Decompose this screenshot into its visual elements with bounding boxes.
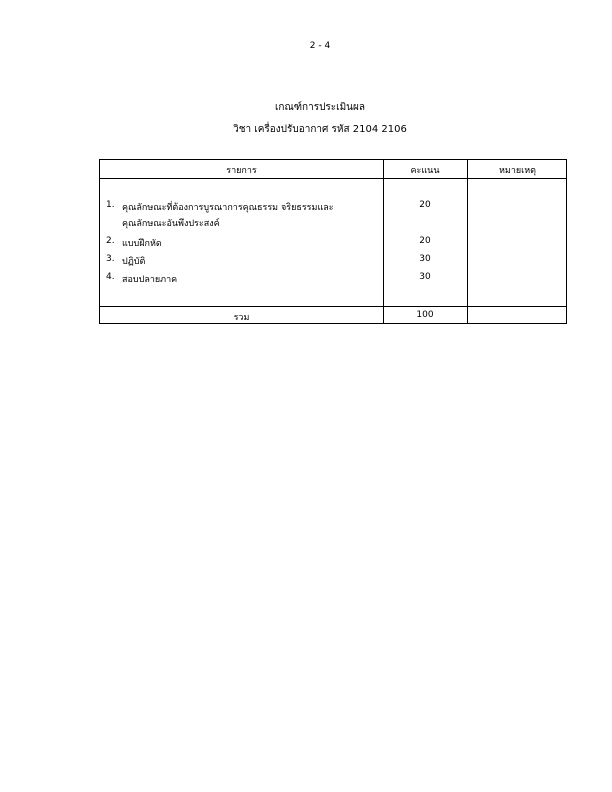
page-number: 2 - 4 [309,41,331,51]
total-row [100,310,568,324]
total-score: 100 [416,310,434,320]
table-row [100,200,568,229]
total-label: รวม [233,313,250,323]
document-subtitle: วิชา เครื่องปรับอากาศ รหัส 2104 2106 [233,124,407,135]
total-divider [100,306,566,307]
row-score: 20 [419,200,431,210]
row-number: 1. [106,200,115,210]
row-label: แบบฝึกหัด [122,239,162,249]
table-row [100,254,568,270]
header-score: คะแนน [410,166,440,176]
row-number: 2. [106,236,115,246]
row-label: คุณลักษณะที่ต้องการบูรณาการคุณธรรม จริยธรรมและคุณลักษณะอันพึงประสงค์ [122,203,334,229]
table-row [100,272,568,288]
header-note: หมายเหตุ [498,166,537,176]
row-label: สอบปลายภาค [122,275,178,285]
row-number: 3. [106,254,115,264]
header-divider [100,178,566,179]
row-label: ปฏิบัติ [122,257,146,267]
row-score: 30 [419,272,431,282]
document-title: เกณฑ์การประเมินผล [274,102,365,113]
assessment-table [99,159,567,324]
table-row [100,236,568,252]
header-item: รายการ [226,166,257,176]
row-score: 30 [419,254,431,264]
row-number: 4. [106,272,115,282]
row-score: 20 [419,236,431,246]
